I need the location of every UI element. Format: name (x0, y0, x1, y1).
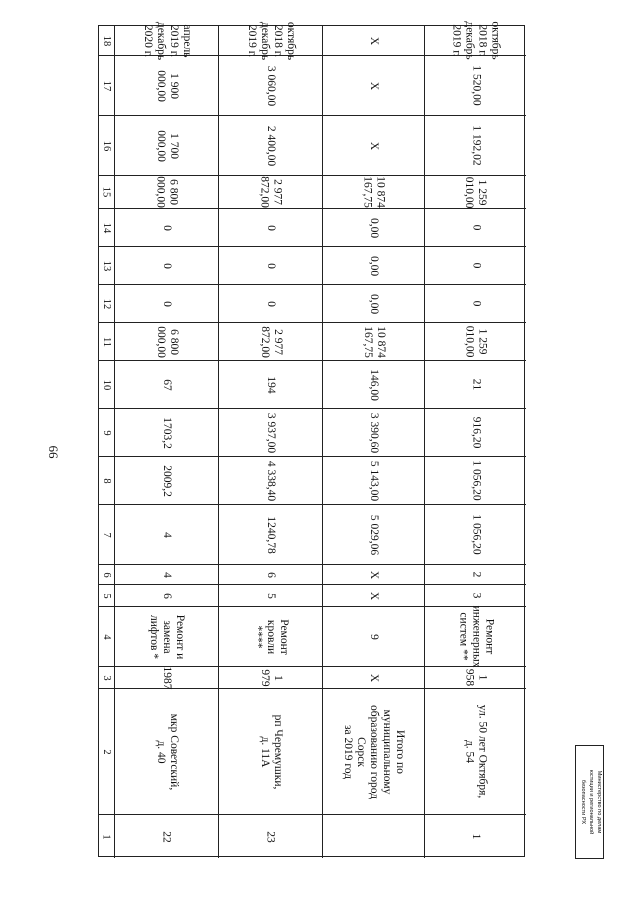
table-cell-r3-c14 (323, 209, 425, 247)
table-cell-r4-c11 (425, 323, 526, 361)
column-number-7-text: 7 (101, 531, 112, 538)
table-cell-r2-c4 (219, 607, 323, 667)
table-cell-r2-c12 (219, 285, 323, 323)
table-cell-r3-c3 (323, 667, 425, 689)
table-cell-r1-c17 (115, 56, 219, 116)
column-number-15 (99, 176, 115, 209)
table-cell-r4-c6 (425, 565, 526, 585)
table-cell-r4-c13-text: 0 (470, 262, 482, 269)
table-cell-r3-c8 (323, 457, 425, 505)
table-cell-r3-c2-text: Итого по муниципальному образованию город Сорск за 2019 год (342, 704, 406, 799)
table-cell-r1-c3 (115, 667, 219, 689)
table-cell-r2-c10 (219, 361, 323, 409)
table-cell-r1-c9 (115, 409, 219, 457)
table-cell-r4-c4-text: Ремонт инженерных систем ** (457, 605, 495, 668)
table-cell-r1-c1-text: 22 (161, 830, 173, 843)
table-cell-r2-c11 (219, 323, 323, 361)
column-number-18-text: 18 (101, 35, 112, 46)
column-number-5 (99, 585, 115, 607)
table-cell-r1-c8 (115, 457, 219, 505)
column-number-12-text: 12 (101, 298, 112, 309)
column-number-14 (99, 209, 115, 247)
table-cell-r3-c16 (323, 116, 425, 176)
table-cell-r1-c17-text: 1 900 000,00 (154, 69, 180, 102)
table-cell-r1-c3-text: 1987 (161, 666, 173, 689)
table-cell-r3-c2 (323, 689, 425, 815)
table-cell-r3-c9-text: 3 390,60 (368, 412, 380, 453)
table-cell-r1-c13-text: 0 (161, 262, 173, 269)
column-number-17-text: 17 (101, 80, 112, 91)
column-number-9 (99, 409, 115, 457)
column-number-11-text: 11 (101, 336, 112, 347)
column-number-6 (99, 565, 115, 585)
table-cell-r3-c7-text: 5 029,06 (368, 514, 380, 555)
table-cell-r1-c13 (115, 247, 219, 285)
column-number-1-text: 1 (101, 833, 112, 840)
column-number-1 (99, 815, 115, 858)
table-cell-r4-c1 (425, 815, 526, 858)
table-cell-r2-c2-text: рп Черемушки, д. 11А (258, 714, 284, 789)
table-cell-r1-c12-text: 0 (161, 300, 173, 307)
table-cell-r3-c15 (323, 176, 425, 209)
table-cell-r1-c11 (115, 323, 219, 361)
table-cell-r2-c6-text: 6 (265, 571, 277, 578)
table-cell-r3-c12 (323, 285, 425, 323)
table-cell-r1-c4-text: Ремонт и замена лифтов * (148, 614, 186, 659)
table-cell-r4-c10-text: 21 (470, 378, 482, 391)
table-cell-r4-c17 (425, 56, 526, 116)
table-cell-r4-c15 (425, 176, 526, 209)
column-number-3-text: 3 (101, 674, 112, 681)
table-cell-r2-c18 (219, 21, 323, 60)
table-cell-r2-c1 (219, 815, 323, 858)
table-cell-r1-c15-text: 6 800 000,00 (154, 176, 180, 208)
table-cell-r4-c12 (425, 285, 526, 323)
column-number-4-text: 4 (101, 633, 112, 640)
table-cell-r3-c7 (323, 505, 425, 565)
table-cell-r3-c18-text: X (368, 36, 380, 45)
table-cell-r2-c9 (219, 409, 323, 457)
table-cell-r2-c13-text: 0 (265, 262, 277, 269)
table-cell-r2-c10-text: 194 (265, 375, 277, 394)
table-cell-r2-c6 (219, 565, 323, 585)
table-cell-r2-c16-text: 2 400,00 (265, 125, 277, 166)
table-cell-r2-c8-text: 4 338,40 (265, 460, 277, 501)
column-number-8-text: 8 (101, 477, 112, 484)
table-cell-r3-c9 (323, 409, 425, 457)
table-cell-r2-c18-text: октябрь 2018 г. декабрь 2019 г. (245, 21, 297, 60)
table-cell-r4-c5 (425, 585, 526, 607)
table-cell-r3-c5 (323, 585, 425, 607)
table-cell-r1-c16-text: 1 700 000,00 (154, 129, 180, 162)
column-number-14-text: 14 (101, 222, 112, 233)
column-number-5-text: 5 (101, 592, 112, 599)
table-cell-r4-c4 (425, 607, 526, 667)
column-number-6-text: 6 (101, 571, 112, 578)
table-cell-r4-c16 (425, 116, 526, 176)
table-cell-r3-c17 (323, 56, 425, 116)
table-cell-r3-c15-text: 10 874 167,75 (361, 176, 387, 208)
table-cell-r1-c14 (115, 209, 219, 247)
table-cell-r4-c18-text: октябрь 2018 г. декабрь 2019 г. (450, 21, 502, 60)
page-number: 66 (46, 445, 61, 459)
table-cell-r1-c5 (115, 585, 219, 607)
table-cell-r3-c4 (323, 607, 425, 667)
column-number-2 (99, 689, 115, 815)
table-cell-r2-c11-text: 2 977 872,00 (258, 325, 284, 358)
table-cell-r1-c11-text: 6 800 000,00 (154, 325, 180, 358)
rotated-data-table (98, 21, 525, 857)
table-cell-r2-c3 (219, 667, 323, 689)
table-cell-r4-c13 (425, 247, 526, 285)
table-cell-r3-c10 (323, 361, 425, 409)
column-number-16 (99, 116, 115, 176)
table-cell-r1-c14-text: 0 (161, 224, 173, 231)
table-cell-r2-c7-text: 1240,78 (265, 515, 277, 554)
table-cell-r4-c7 (425, 505, 526, 565)
column-number-11 (99, 323, 115, 361)
column-number-8 (99, 457, 115, 505)
table-cell-r1-c2 (115, 689, 219, 815)
table-cell-r2-c7 (219, 505, 323, 565)
table-cell-r3-c6-text: X (368, 570, 380, 579)
table-cell-r1-c2-text: мкр Советский, д. 40 (154, 713, 180, 790)
table-cell-r4-c12-text: 0 (470, 300, 482, 307)
column-number-16-text: 16 (101, 140, 112, 151)
table-cell-r2-c5 (219, 585, 323, 607)
table-cell-r3-c1-text (323, 815, 425, 858)
table-cell-r3-c4-text: 9 (368, 633, 380, 640)
table-cell-r3-c16-text: X (368, 141, 380, 150)
table-cell-r3-c17-text: X (368, 81, 380, 90)
table-cell-r2-c5-text: 5 (265, 592, 277, 599)
column-number-4 (99, 607, 115, 667)
table-cell-r1-c18 (115, 21, 219, 60)
table-cell-r3-c12-text: 0,00 (368, 293, 380, 314)
table-cell-r1-c15 (115, 176, 219, 209)
table-cell-r3-c6 (323, 565, 425, 585)
table-cell-r2-c17-text: 3 060,00 (265, 65, 277, 106)
table-cell-r4-c5-text: 3 (470, 592, 482, 599)
table-cell-r4-c2-text: ул. 50 лет Октября, д. 54 (463, 704, 489, 799)
table-cell-r4-c9 (425, 409, 526, 457)
column-number-15-text: 15 (101, 186, 112, 198)
table-cell-r2-c2 (219, 689, 323, 815)
table-cell-r4-c1-text: 1 (470, 833, 482, 840)
table-cell-r2-c17 (219, 56, 323, 116)
table-cell-r1-c18-text: апрель 2019 г. декабрь 2020 г. (141, 21, 193, 60)
table-cell-r1-c7-text: 4 (161, 531, 173, 538)
table-cell-r1-c6-text: 4 (161, 571, 173, 578)
table-cell-r4-c6-text: 2 (470, 571, 482, 578)
table-cell-r3-c11-text: 10 874 167,75 (361, 325, 387, 358)
table-cell-r3-c13 (323, 247, 425, 285)
column-number-7 (99, 505, 115, 565)
column-number-10-text: 10 (101, 379, 112, 390)
table-cell-r4-c8 (425, 457, 526, 505)
table-cell-r4-c3-text: 1 958 (463, 668, 489, 687)
table-cell-r4-c15-text: 1 259 010,00 (463, 176, 489, 208)
table-cell-r3-c13-text: 0,00 (368, 255, 380, 276)
table-cell-r4-c14-text: 0 (470, 224, 482, 231)
table-cell-r1-c8-text: 2009,2 (161, 464, 173, 497)
table-cell-r4-c14 (425, 209, 526, 247)
table-cell-r2-c9-text: 3 937,00 (265, 412, 277, 453)
table-cell-r4-c17-text: 1 520,00 (470, 65, 482, 106)
table-cell-r1-c4 (115, 607, 219, 667)
table-cell-r2-c15 (219, 176, 323, 209)
table-cell-r4-c10 (425, 361, 526, 409)
column-number-18 (99, 26, 115, 56)
table-cell-r4-c9-text: 916,20 (470, 416, 482, 449)
table-cell-r2-c13 (219, 247, 323, 285)
table-cell-r1-c1 (115, 815, 219, 858)
table-cell-r4-c8-text: 1 056,20 (470, 460, 482, 501)
table-cell-r3-c11 (323, 323, 425, 361)
table-cell-r1-c6 (115, 565, 219, 585)
column-number-2-text: 2 (101, 748, 112, 755)
table-cell-r2-c1-text: 23 (265, 830, 277, 843)
table-cell-r2-c16 (219, 116, 323, 176)
table-cell-r4-c16-text: 1 192,02 (470, 125, 482, 166)
stamp-text: Министерство по делам юстиции и региональной безопасности РХ (579, 769, 602, 835)
table-cell-r2-c4-text: Ремонт кровли **** (252, 618, 290, 655)
table-cell-r1-c10 (115, 361, 219, 409)
table-cell-r2-c15-text: 2 977 872,00 (258, 176, 284, 208)
column-number-13-text: 13 (101, 260, 112, 271)
table-cell-r4-c3 (425, 667, 526, 689)
table-cell-r1-c5-text: 6 (161, 592, 173, 599)
table-cell-r1-c10-text: 67 (161, 378, 173, 391)
table-cell-r4-c7-text: 1 056,20 (470, 514, 482, 555)
table-cell-r3-c5-text: X (368, 591, 380, 600)
table-cell-r3-c10-text: 146,00 (368, 368, 380, 401)
column-number-10 (99, 361, 115, 409)
table-cell-r1-c12 (115, 285, 219, 323)
table-cell-r2-c12-text: 0 (265, 300, 277, 307)
column-number-9-text: 9 (101, 429, 112, 436)
table-cell-r3-c18 (323, 26, 425, 56)
table-cell-r4-c18 (425, 21, 526, 60)
ministry-stamp (575, 745, 604, 859)
column-number-12 (99, 285, 115, 323)
table-cell-r1-c9-text: 1703,2 (161, 416, 173, 449)
table-cell-r2-c14-text: 0 (265, 224, 277, 231)
table-cell-r2-c3-text: 1 979 (258, 668, 284, 687)
table-cell-r1-c16 (115, 116, 219, 176)
table-cell-r4-c11-text: 1 259 010,00 (463, 325, 489, 358)
column-number-3 (99, 667, 115, 689)
column-number-17 (99, 56, 115, 116)
table-cell-r2-c8 (219, 457, 323, 505)
table-cell-r2-c14 (219, 209, 323, 247)
table-cell-r3-c8-text: 5 143,00 (368, 460, 380, 501)
table-cell-r4-c2 (425, 689, 526, 815)
table-cell-r3-c3-text: X (368, 673, 380, 682)
table-cell-r3-c1 (323, 815, 425, 858)
table-cell-r3-c14-text: 0,00 (368, 217, 380, 238)
column-number-13 (99, 247, 115, 285)
table-cell-r1-c7 (115, 505, 219, 565)
